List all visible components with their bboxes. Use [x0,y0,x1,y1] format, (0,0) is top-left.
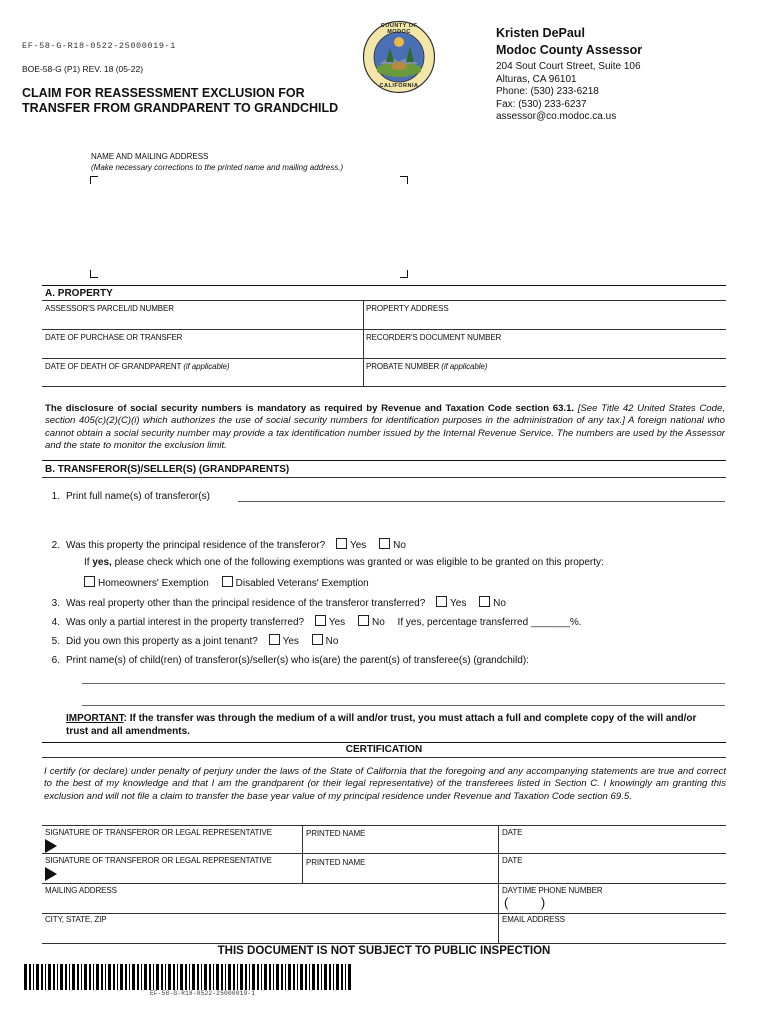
q2-if: If [84,557,93,568]
barcode-bar [132,964,135,990]
sig-grid-row2 [42,883,726,884]
barcode-bar [240,964,243,990]
certification-divider [42,757,726,758]
barcode [24,964,352,990]
ssn-disclosure-italic: [See Title 42 United States Code, section 405(c)(2)(C)(i) which authorizes the use of social security numbers for identification purposes in the administration of any tax.] A foreign national who cannot obtain a social security number may provide a tax identification number issued by the Internal Revenue Service. The numbers are used by the Assessor and the state to monitor the exclusion limit. [45,403,725,452]
q5-no-checkbox[interactable] [312,634,323,645]
barcode-bar [53,964,55,990]
form-number: BOE-58-G (P1) REV. 18 (05-22) [22,64,144,74]
ssn-disclosure [45,403,725,453]
date2-input[interactable] [501,868,723,882]
barcode-bar [101,964,103,990]
barcode-bar [293,964,295,990]
question-2-text: Was this property the principal residence of the transferor? [66,540,326,551]
transferor-name-input[interactable] [238,489,725,501]
printed2-label: PRINTED NAME [306,858,366,867]
barcode-bar [336,964,339,990]
assessor-name: Kristen DePaul [496,26,585,40]
barcode-bar [297,964,298,990]
date-death-text: DATE OF DEATH OF GRANDPARENT [45,362,182,371]
barcode-bar [29,964,31,990]
barcode-bar [141,964,142,990]
barcode-bar [201,964,202,990]
mailing-corner-tr [400,176,408,184]
section-b-rule [42,460,726,461]
date-death-input[interactable] [44,372,360,386]
email-label: EMAIL ADDRESS [502,915,565,924]
question-2-followup [84,557,604,568]
question-4 [42,615,582,628]
phone-area-code: ( ) [504,895,546,910]
assessor-address-line2: Alturas, CA 96101 [496,73,577,85]
child-name-input-2[interactable] [82,692,725,705]
barcode-bar [213,964,214,990]
sig1-input[interactable] [60,838,298,853]
barcode-bar [108,964,111,990]
probate-text: PROBATE NUMBER [366,362,440,371]
barcode-bar [177,964,178,990]
mailing-corner-br [400,270,408,278]
section-a-row1-line [42,329,726,330]
barcode-bar [149,964,151,990]
barcode-bar [245,964,247,990]
seal-text-bottom: CALIFORNIA [379,83,419,89]
barcode-bar [125,964,127,990]
q3-no-label: No [493,598,506,609]
important-label: IMPORTANT [66,713,124,724]
seal-text-top: COUNTY OF MODOC [380,23,418,35]
barcode-bar [45,964,46,990]
barcode-bar [257,964,259,990]
q3-no-checkbox[interactable] [479,596,490,607]
parcel-label: ASSESSOR'S PARCEL/ID NUMBER [45,304,174,313]
question-6 [42,655,529,666]
certification-title: CERTIFICATION [345,744,423,755]
question-2-number: 2. [51,540,60,551]
question-5 [42,634,338,647]
veterans-checkbox[interactable] [222,576,233,587]
barcode-bar [168,964,171,990]
question-3-number: 3. [51,598,60,609]
barcode-bar [281,964,283,990]
barcode-bar [204,964,207,990]
barcode-bar [305,964,307,990]
mailing-corner-bl [90,270,98,278]
important-text: : If the transfer was through the medium of a will and/or trust, you must attach a full and complete copy of the will and/or trust and all amendments. [66,713,697,737]
barcode-bar [321,964,322,990]
mailing-note: (Make necessary corrections to the printed name and mailing address.) [91,163,344,172]
barcode-bar [24,964,27,990]
form-title-line1: CLAIM FOR REASSESSMENT EXCLUSION FOR [22,86,305,100]
date-purchase-input[interactable] [44,343,360,357]
sig-grid-row3 [42,913,726,914]
barcode-bar [48,964,51,990]
barcode-bar [216,964,219,990]
barcode-bar [225,964,226,990]
barcode-bar [288,964,291,990]
barcode-bar [285,964,286,990]
recorder-doc-label: RECORDER'S DOCUMENT NUMBER [366,333,502,342]
date-purchase-label: DATE OF PURCHASE OR TRANSFER [45,333,183,342]
q2-no-checkbox[interactable] [379,538,390,549]
assessor-block [496,25,642,124]
child-name-line-1 [82,683,725,684]
question-5-text: Did you own this property as a joint tenant? [66,636,258,647]
barcode-bar [60,964,63,990]
question-4-text: Was only a partial interest in the property transferred? [66,617,305,628]
sig2-input[interactable] [60,866,298,882]
parcel-input[interactable] [44,314,360,328]
question-3-text: Was real property other than the principal residence of the transferor transferred? [66,598,426,609]
city-label: CITY, STATE, ZIP [45,915,107,924]
mailing-address-label: MAILING ADDRESS [45,886,117,895]
barcode-bar [81,964,82,990]
barcode-bar [312,964,315,990]
q2-yes-checkbox[interactable] [336,538,347,549]
barcode-bar [197,964,199,990]
barcode-bar [173,964,175,990]
property-address-label: PROPERTY ADDRESS [366,304,449,313]
assessor-email: assessor@co.modoc.ca.us [496,111,617,122]
q4-percentage: If yes, percentage transferred _______%. [397,617,582,628]
barcode-bar [153,964,154,990]
date2-label: DATE [502,856,523,865]
form-id-code: EF-58-G-R18-0522-25000019-1 [22,41,176,51]
q5-yes-label: Yes [282,636,299,647]
barcode-bar [84,964,87,990]
city-input[interactable] [44,926,494,942]
barcode-bar [41,964,43,990]
probate-note: (if applicable) [441,362,488,371]
barcode-bar [129,964,130,990]
assessor-office: Modoc County Assessor [496,43,643,57]
child-name-line-2 [82,705,725,706]
section-a-title: A. PROPERTY [45,288,113,299]
probate-input[interactable] [366,372,724,386]
sig-grid-bottom [42,943,726,944]
section-a-divider [42,300,726,301]
barcode-bar [185,964,187,990]
q2-if-yes: yes, [92,557,112,568]
q4-yes-label: Yes [328,617,346,628]
q5-no-label: No [325,636,339,647]
section-a-row2-line [42,358,726,359]
barcode-bar [33,964,34,990]
section-b-title: B. TRANSFEROR(S)/SELLER(S) (GRANDPARENTS) [45,464,290,475]
barcode-bar [180,964,183,990]
barcode-bar [237,964,238,990]
barcode-bar [276,964,279,990]
homeowners-checkbox[interactable] [84,576,95,587]
email-input[interactable] [501,926,723,942]
barcode-bar [105,964,106,990]
barcode-bar [329,964,331,990]
q4-no-label: No [371,617,385,628]
q3-yes-label: Yes [450,598,467,609]
barcode-bar [156,964,159,990]
barcode-bar [317,964,319,990]
question-6-number: 6. [51,655,60,666]
assessor-fax: Fax: (530) 233-6237 [496,98,587,110]
sig-grid-col1 [302,825,303,883]
barcode-bar [89,964,91,990]
form-title [22,86,338,116]
question-5-number: 5. [51,636,60,647]
certification-rule [42,742,726,743]
ssn-disclosure-bold: The disclosure of social security numbers is mandatory as required by Revenue and Taxation Code section 63.1. [45,403,575,414]
mailing-label: NAME AND MAILING ADDRESS [91,152,209,161]
printed2-input[interactable] [305,868,495,882]
barcode-bar [309,964,310,990]
question-1-number: 1. [51,491,60,502]
date1-label: DATE [502,828,523,837]
date-death-label [45,362,229,371]
q4-yes-checkbox[interactable] [315,615,326,626]
section-a-rule [42,285,726,286]
section-a-col-divider [363,300,364,386]
recorder-doc-input[interactable] [366,343,724,357]
barcode-bar [269,964,271,990]
county-seal [362,20,436,94]
barcode-bar [144,964,147,990]
probate-label [366,362,487,371]
barcode-bar [261,964,262,990]
certification-text: I certify (or declare) under penalty of perjury under the laws of the State of California that the foregoing and any accompanying statements are true and correct to the best of my knowledge and that I am the grandparent (or their legal representative) of the transferees listed in Section C. I knowingly am granting this exclusion and will not file a claim to transfer the base year value of my principal residence under Revenue and Taxation Code section 69.5. [44,766,726,802]
barcode-bar [69,964,70,990]
barcode-bar [161,964,163,990]
q2-no-label: No [393,540,406,551]
barcode-bar [117,964,118,990]
q2-if-rest: please check which one of the following exemptions was granted or was eligible to be granted on this property: [111,557,604,568]
barcode-bar [221,964,223,990]
question-2 [42,538,406,551]
sig-grid-top [42,825,726,826]
form-title-line2: TRANSFER FROM GRANDPARENT TO GRANDCHILD [22,101,339,115]
sig1-label: SIGNATURE OF TRANSFEROR OR LEGAL REPRESENTATIVE [45,828,272,837]
sig-grid-row1 [42,853,726,854]
q2-yes-label: Yes [349,540,367,551]
barcode-bar [120,964,123,990]
sig2-label: SIGNATURE OF TRANSFEROR OR LEGAL REPRESENTATIVE [45,856,272,865]
q3-yes-checkbox[interactable] [436,596,447,607]
barcode-bar [96,964,99,990]
transferor-name-line [238,501,725,502]
mailing-address-input[interactable] [44,896,494,912]
barcode-bar [93,964,94,990]
section-b-divider [42,477,726,478]
barcode-bar [209,964,211,990]
barcode-bar [192,964,195,990]
question-3 [42,596,506,609]
barcode-bar [57,964,58,990]
barcode-bar [228,964,231,990]
sign-here-arrow-2 [45,867,57,881]
sign-here-arrow-1 [45,839,57,853]
barcode-bar [165,964,166,990]
mailing-address-field[interactable] [98,184,396,266]
phone-input[interactable] [560,896,723,912]
barcode-bar [65,964,67,990]
barcode-bar [137,964,139,990]
barcode-bar [77,964,79,990]
exemption-options [82,576,369,589]
phone-label: DAYTIME PHONE NUMBER [502,886,603,895]
barcode-text: EF-58-G-R18-0522-25000019-1 [150,990,256,997]
barcode-bar [189,964,190,990]
barcode-bar [252,964,255,990]
property-address-input[interactable] [366,314,724,328]
important-note [66,712,716,738]
question-1 [42,491,210,502]
barcode-bar [36,964,39,990]
barcode-bar [249,964,250,990]
veterans-label: Disabled Veterans' Exemption [235,578,369,589]
barcode-bar [324,964,327,990]
sig-grid-col2 [498,825,499,943]
date1-input[interactable] [501,840,723,853]
child-name-input-1[interactable] [82,670,725,683]
homeowners-label: Homeowners' Exemption [98,578,209,589]
public-inspection-notice: THIS DOCUMENT IS NOT SUBJECT TO PUBLIC INSPECTION [217,945,551,957]
q5-yes-checkbox[interactable] [269,634,280,645]
barcode-bar [273,964,274,990]
barcode-bar [341,964,343,990]
barcode-bar [348,964,351,990]
barcode-bar [333,964,334,990]
barcode-bar [233,964,235,990]
mailing-corner-tl [90,176,98,184]
barcode-bar [300,964,303,990]
question-6-text: Print name(s) of child(ren) of transferor(s)/seller(s) who is(are) the parent(s) of transferee(s) (grandchild): [66,655,529,666]
assessor-phone: Phone: (530) 233-6218 [496,86,599,97]
printed1-input[interactable] [305,840,495,853]
question-1-text: Print full name(s) of transferor(s) [66,491,210,502]
barcode-bar [264,964,267,990]
printed1-label: PRINTED NAME [306,829,366,838]
q4-no-checkbox[interactable] [358,615,369,626]
question-4-number: 4. [51,617,60,628]
assessor-address-line1: 204 Sout Court Street, Suite 106 [496,61,641,72]
section-a-bottom-line [42,386,726,387]
date-death-note: (if applicable) [183,362,230,371]
barcode-bar [72,964,75,990]
barcode-bar [345,964,346,990]
barcode-bar [113,964,115,990]
